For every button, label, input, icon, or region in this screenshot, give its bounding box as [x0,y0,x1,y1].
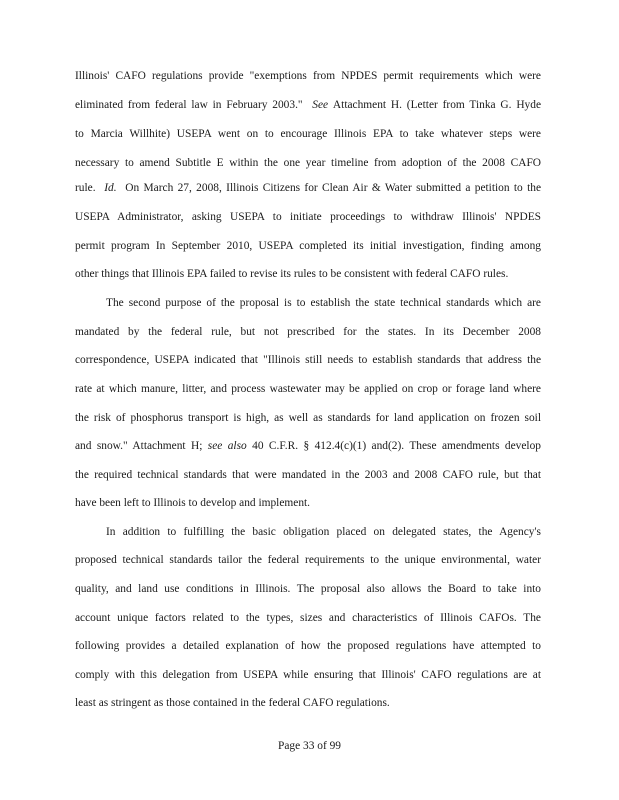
paragraph-2-line-5: the risk of phosphorus transport is high, as well as standards for land application on frozen soil [75,412,541,424]
paragraph-1-line-1: Illinois' CAFO regulations provide "exemptions from NPDES permit requirements which were [75,70,541,82]
paragraph-3-line-5: following provides a detailed explanation of how the proposed regulations have attempted to [75,640,541,652]
paragraph-3-line-7: least as stringent as those contained in the federal CAFO regulations. [75,697,390,709]
paragraph-1-line-2-text: eliminated from federal law in February 2003." [75,99,303,111]
attachment-reference: Attachment H. (Letter from Tinka G. Hyde [332,99,541,111]
paragraph-2-line-2: mandated by the federal rule, but not prescribed for the states. In its December 2008 [75,326,541,338]
paragraph-1-line-2 [75,97,541,113]
see-also-signal: see also [207,440,247,452]
paragraph-2-line-4: rate at which manure, litter, and process wastewater may be applied on crop or forage land where [75,383,541,395]
paragraph-1-line-3: to Marcia Willhite) USEPA went on to encourage Illinois EPA to take whatever steps were [75,128,541,140]
paragraph-1-line-4: necessary to amend Subtitle E within the one year timeline from adoption of the 2008 CAFO [75,157,541,169]
paragraph-1-line-5 [75,180,541,196]
paragraph-2-line-1: The second purpose of the proposal is to establish the state technical standards which are [106,297,541,309]
paragraph-3-line-2: proposed technical standards tailor the federal requirements to the unique environmental, water [75,554,541,566]
petition-sentence: On March 27, 2008, Illinois Citizens for Clean Air & Water submitted a petition to the [125,182,541,194]
paragraph-3-line-3: quality, and land use conditions in Illinois. The proposal also allows the Board to take into [75,583,541,595]
page-number-footer: Page 33 of 99 [278,740,341,752]
paragraph-2-line-3: correspondence, USEPA indicated that "Illinois still needs to establish standards that address the [75,354,541,366]
cfr-reference: 40 C.F.R. § 412.4(c)(1) and(2). These amendments develop [252,440,541,452]
paragraph-1-line-8: other things that Illinois EPA failed to revise its rules to be consistent with federal CAFO rules. [75,268,509,280]
paragraph-3-line-1: In addition to fulfilling the basic obligation placed on delegated states, the Agency's [106,526,541,538]
paragraph-1-line-5-text: rule. [75,182,96,194]
paragraph-2-line-8: have been left to Illinois to develop and implement. [75,497,311,509]
paragraph-1-line-6: USEPA Administrator, asking USEPA to initiate proceedings to withdraw Illinois' NPDES [75,211,541,223]
id-signal: Id. [104,182,117,194]
see-signal: See [312,99,329,111]
paragraph-1-line-7: permit program In September 2010, USEPA completed its initial investigation, finding among [75,240,541,252]
paragraph-3-line-6: comply with this delegation from USEPA while ensuring that Illinois' CAFO regulations are at [75,669,541,681]
paragraph-2-line-7: the required technical standards that were mandated in the 2003 and 2008 CAFO rule, but that [75,469,541,481]
paragraph-2-line-6 [75,438,541,454]
paragraph-2-line-6-text: and snow." Attachment H; [75,440,203,452]
paragraph-3-line-4: account unique factors related to the types, sizes and characteristics of Illinois CAFOs. The [75,612,541,624]
